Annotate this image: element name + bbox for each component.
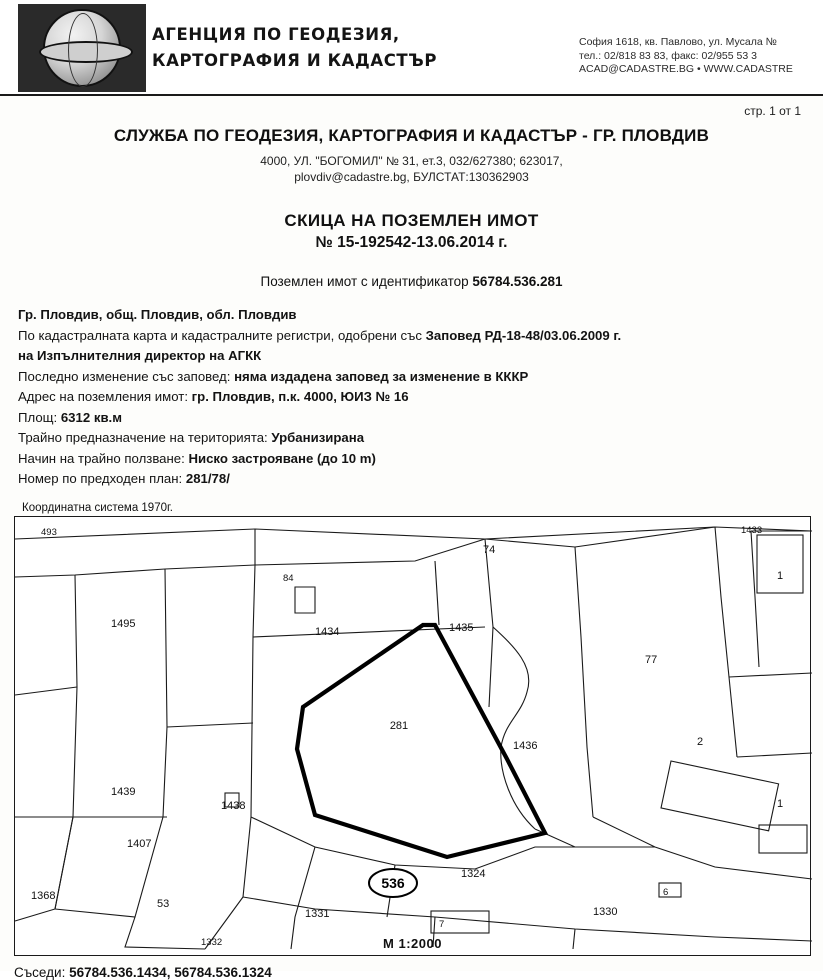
map-label-1324: 1324 bbox=[461, 867, 486, 880]
detail-purpose bbox=[18, 428, 823, 449]
agency-logo bbox=[18, 4, 146, 92]
neighbours-label: Съседи: bbox=[14, 964, 66, 980]
detail-prev-plan-value: 281/78/ bbox=[185, 471, 230, 486]
document-title: СКИЦА НА ПОЗЕМЛЕН ИМОТ bbox=[284, 211, 539, 230]
identifier-line bbox=[0, 274, 823, 289]
page-number: стр. 1 от 1 bbox=[744, 104, 801, 118]
map-label-1433: 1433 bbox=[741, 524, 763, 536]
detail-prev-plan bbox=[18, 469, 823, 490]
map-label-1438: 1438 bbox=[221, 799, 246, 812]
map-label-1435: 1435 bbox=[449, 621, 474, 634]
coordinate-system-label: Координатна система 1970г. bbox=[22, 501, 173, 514]
contact-line-2: тел.: 02/818 83 83, факс: 02/955 53 3 bbox=[579, 49, 757, 62]
detail-last-change-value: няма издадена заповед за изменение в КККР bbox=[234, 368, 529, 384]
agency-name-line2: КАРТОГРАФИЯ И КАДАСТЪР bbox=[152, 51, 438, 70]
agency-name-line1: АГЕНЦИЯ ПО ГЕОДЕЗИЯ, bbox=[152, 25, 400, 44]
detail-approval-order: Заповед РД-18-48/03.06.2009 г. bbox=[425, 327, 622, 343]
detail-approval-second-text: на Изпълнителния директор на АГКК bbox=[18, 348, 262, 363]
map-label-1495: 1495 bbox=[111, 617, 136, 630]
detail-address bbox=[18, 387, 823, 408]
detail-approval-prefix: По кадастралната карта и кадастралните регистри, одобрени със bbox=[18, 327, 422, 343]
detail-usage bbox=[18, 449, 823, 470]
identifier-prefix: Поземлен имот с идентификатор bbox=[260, 274, 469, 289]
map-label-1331: 1331 bbox=[305, 907, 330, 920]
map-label-53: 53 bbox=[157, 897, 170, 910]
detail-purpose-value: Урбанизирана bbox=[271, 430, 365, 445]
document-number: № 15-192542-13.06.2014 г. bbox=[315, 234, 508, 251]
detail-address-value: гр. Пловдив, п.к. 4000, ЮИЗ № 16 bbox=[191, 389, 409, 404]
detail-usage-value: Ниско застрояване (до 10 m) bbox=[188, 450, 376, 466]
document-header bbox=[0, 0, 823, 96]
cadastral-map bbox=[14, 516, 811, 956]
office-address-line2: plovdiv@cadastre.bg, БУЛСТАТ:130362903 bbox=[294, 170, 529, 184]
neighbours-value: 56784.536.1434, 56784.536.1324 bbox=[69, 964, 272, 980]
map-label-77: 77 bbox=[645, 653, 658, 666]
main-parcel-outline bbox=[297, 625, 545, 857]
contact-line-1: София 1618, кв. Павлово, ул. Мусала № bbox=[579, 36, 777, 48]
map-label-1330: 1330 bbox=[593, 905, 618, 918]
map-scale: М 1:2000 bbox=[383, 935, 442, 951]
cadastral-map-svg bbox=[15, 517, 812, 955]
neighbours-line bbox=[14, 965, 823, 980]
office-address-line1: 4000, УЛ. "БОГОМИЛ" № 31, ет.3, 032/627380; 623017, bbox=[260, 154, 563, 168]
map-label-1436: 1436 bbox=[513, 739, 538, 752]
office-address bbox=[0, 153, 823, 185]
detail-purpose-label: Трайно предназначение на територията: bbox=[18, 430, 268, 445]
map-label-84: 84 bbox=[283, 572, 294, 584]
detail-approval bbox=[18, 326, 823, 347]
map-label-1407: 1407 bbox=[127, 837, 152, 850]
map-label-493: 493 bbox=[41, 526, 57, 538]
map-label-main-parcel: 281 bbox=[389, 719, 409, 732]
detail-prev-plan-label: Номер по предходен план: bbox=[18, 471, 183, 486]
detail-last-change bbox=[18, 367, 823, 388]
detail-location-value: Гр. Пловдив, общ. Пловдив, обл. Пловдив bbox=[18, 307, 297, 322]
map-label-1434: 1434 bbox=[315, 625, 340, 638]
map-label-2: 2 bbox=[697, 735, 704, 748]
map-label-1-right: 1 bbox=[777, 797, 784, 810]
map-callout-label: 536 bbox=[381, 874, 405, 891]
identifier-value: 56784.536.281 bbox=[472, 274, 563, 289]
detail-usage-label: Начин на трайно ползване: bbox=[18, 450, 185, 466]
map-label-1-top: 1 bbox=[777, 569, 784, 582]
map-label-1368: 1368 bbox=[31, 889, 56, 902]
agency-name bbox=[152, 22, 437, 74]
office-title: СЛУЖБА ПО ГЕОДЕЗИЯ, КАРТОГРАФИЯ И КАДАСТЪР - ГР. ПЛОВДИВ bbox=[113, 126, 710, 145]
map-label-7: 7 bbox=[439, 918, 445, 930]
property-details bbox=[18, 305, 823, 490]
detail-area bbox=[18, 408, 823, 429]
detail-location bbox=[18, 305, 823, 326]
detail-last-change-label: Последно изменение със заповед: bbox=[18, 368, 231, 384]
detail-area-label: Площ: bbox=[18, 409, 58, 425]
map-label-1332: 1332 bbox=[201, 936, 223, 948]
detail-area-value: 6312 кв.м bbox=[60, 409, 122, 425]
map-label-74: 74 bbox=[483, 543, 496, 556]
detail-approval-second bbox=[18, 346, 823, 367]
map-label-6: 6 bbox=[663, 886, 669, 898]
map-label-1439: 1439 bbox=[111, 785, 136, 798]
contact-line-3: ACAD@CADASTRE.BG • WWW.CADASTRE bbox=[579, 63, 793, 75]
agency-contact bbox=[579, 36, 819, 77]
detail-address-label: Адрес на поземления имот: bbox=[18, 389, 188, 404]
globe-icon bbox=[43, 9, 121, 87]
office-block bbox=[0, 126, 823, 185]
